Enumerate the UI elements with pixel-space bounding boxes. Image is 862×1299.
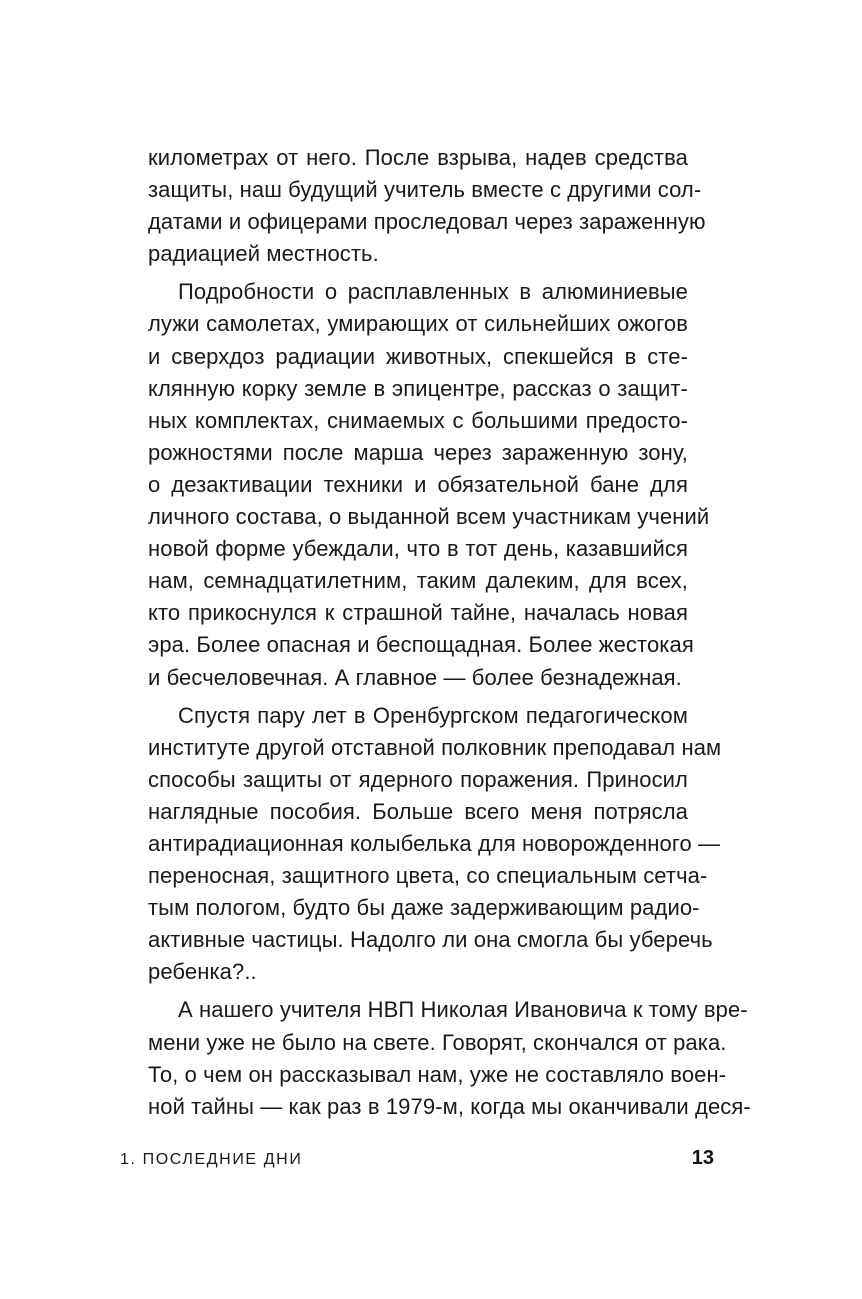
text-line: защиты, наш будущий учитель вместе с другими сол- [148, 177, 702, 203]
text-line: лужи самолетах, умирающих от сильнейших ожогов [148, 311, 688, 337]
text-line: антирадиационная колыбелька для новорожденного — [148, 830, 721, 856]
text-line: мени уже не было на свете. Говорят, скончался от рака. [148, 1029, 727, 1055]
text-line: радиацией местность. [148, 241, 379, 267]
text-line: клянную корку земле в эпицентре, рассказ о защит- [148, 375, 688, 401]
text-line: тым пологом, будто бы даже задерживающим радио- [148, 895, 700, 921]
text-line: институте другой отставной полковник преподавал нам [148, 734, 722, 760]
body-text [148, 142, 751, 1123]
text-line: рожностями после марша через зараженную зону, [148, 439, 688, 465]
text-line: ребенка?.. [148, 959, 257, 985]
text-line: активные частицы. Надолго ли она смогла бы уберечь [148, 927, 713, 953]
text-line: То, о чем он рассказывал нам, уже не составляло воен- [148, 1061, 727, 1087]
text-line: новой форме убеждали, что в тот день, казавшийся [148, 536, 688, 562]
text-line: нам, семнадцатилетним, таким далеким, для всех, [148, 568, 688, 594]
text-line: километрах от него. После взрыва, надев средства [148, 145, 688, 170]
text-line: переносная, защитного цвета, со специальным сетча- [148, 863, 708, 889]
paragraph-first-line: А нашего учителя НВП Николая Ивановича к тому вре- [178, 997, 748, 1023]
text-line: ной тайны — как раз в 1979-м, когда мы оканчивали деся- [148, 1093, 751, 1119]
text-line: и бесчеловечная. А главное — более безнадежная. [148, 664, 682, 690]
text-line: личного состава, о выданной всем участникам учений [148, 504, 710, 530]
text-line: наглядные пособия. Больше всего меня потрясла [148, 798, 688, 824]
text-line: датами и офицерами проследовал через зараженную [148, 209, 706, 235]
text-line: способы защиты от ядерного поражения. Приносил [148, 766, 688, 792]
text-line: ных комплектах, снимаемых с большими предосто- [148, 407, 688, 433]
text-line: эра. Более опасная и беспощадная. Более жестокая [148, 632, 694, 658]
running-footer-chapter: 1. ПОСЛЕДНИЕ ДНИ [120, 1151, 303, 1168]
text-line: кто прикоснулся к страшной тайне, началась новая [148, 600, 688, 626]
paragraph-first-line: Подробности о расплавленных в алюминиевые [178, 279, 688, 305]
paragraph-first-line: Спустя пару лет в Оренбургском педагогическом [178, 702, 688, 728]
page-number: 13 [691, 1147, 714, 1169]
text-line: о дезактивации техники и обязательной бане для [148, 471, 688, 497]
text-line: и сверхдоз радиации животных, спекшейся в сте- [148, 343, 688, 369]
